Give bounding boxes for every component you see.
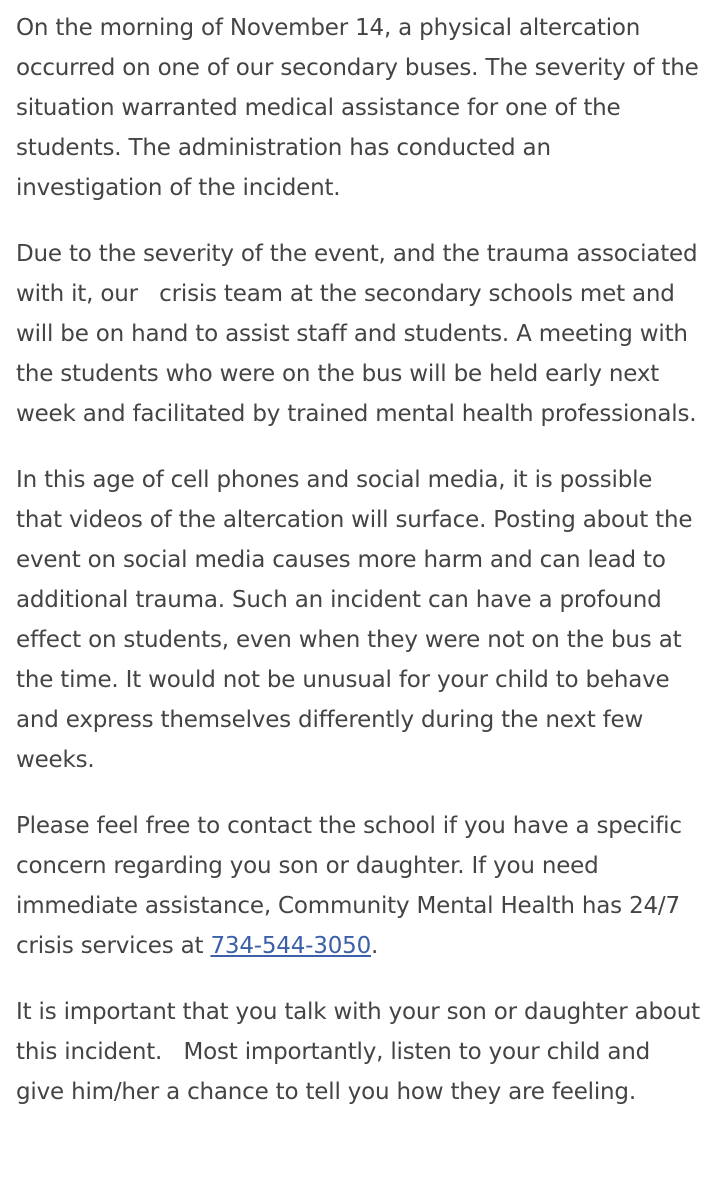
contact-text-end: . xyxy=(371,933,379,959)
paragraph-social-media: In this age of cell phones and social media, it is possible that videos of the altercation will surface. Posting about the event on social media causes more harm and can lead to additional trauma. Such an incident can have a profound effect on students, even when they were not on the bus at the time. It would not be unusual for your child to behave and express themselves differently during the next few weeks. xyxy=(16,467,700,773)
crisis-phone-link[interactable]: 734-544-3050 xyxy=(210,933,372,959)
paragraph-talk-with-child: It is important that you talk with your son or daughter about this incident. Most importantly, listen to your child and give him/her a chance to tell you how they are feeling. xyxy=(16,999,708,1105)
paragraph-crisis-team: Due to the severity of the event, and the trauma associated with it, our crisis team at the secondary schools met and will be on hand to assist staff and students. A meeting with the students who were on the bus will be held early next week and facilitated by trained mental health professionals. xyxy=(16,241,705,427)
paragraph-incident: On the morning of November 14, a physical altercation occurred on one of our secondary buses. The severity of the situation warranted medical assistance for one of the students. The administration has conducted an investigation of the incident. xyxy=(16,15,706,201)
contact-text: Please feel free to contact the school if you have a specific concern regarding you son or daughter. If you need immediate assistance, Community Mental Health has 24/7 crisis services at xyxy=(16,813,682,959)
paragraph-contact xyxy=(16,806,703,966)
